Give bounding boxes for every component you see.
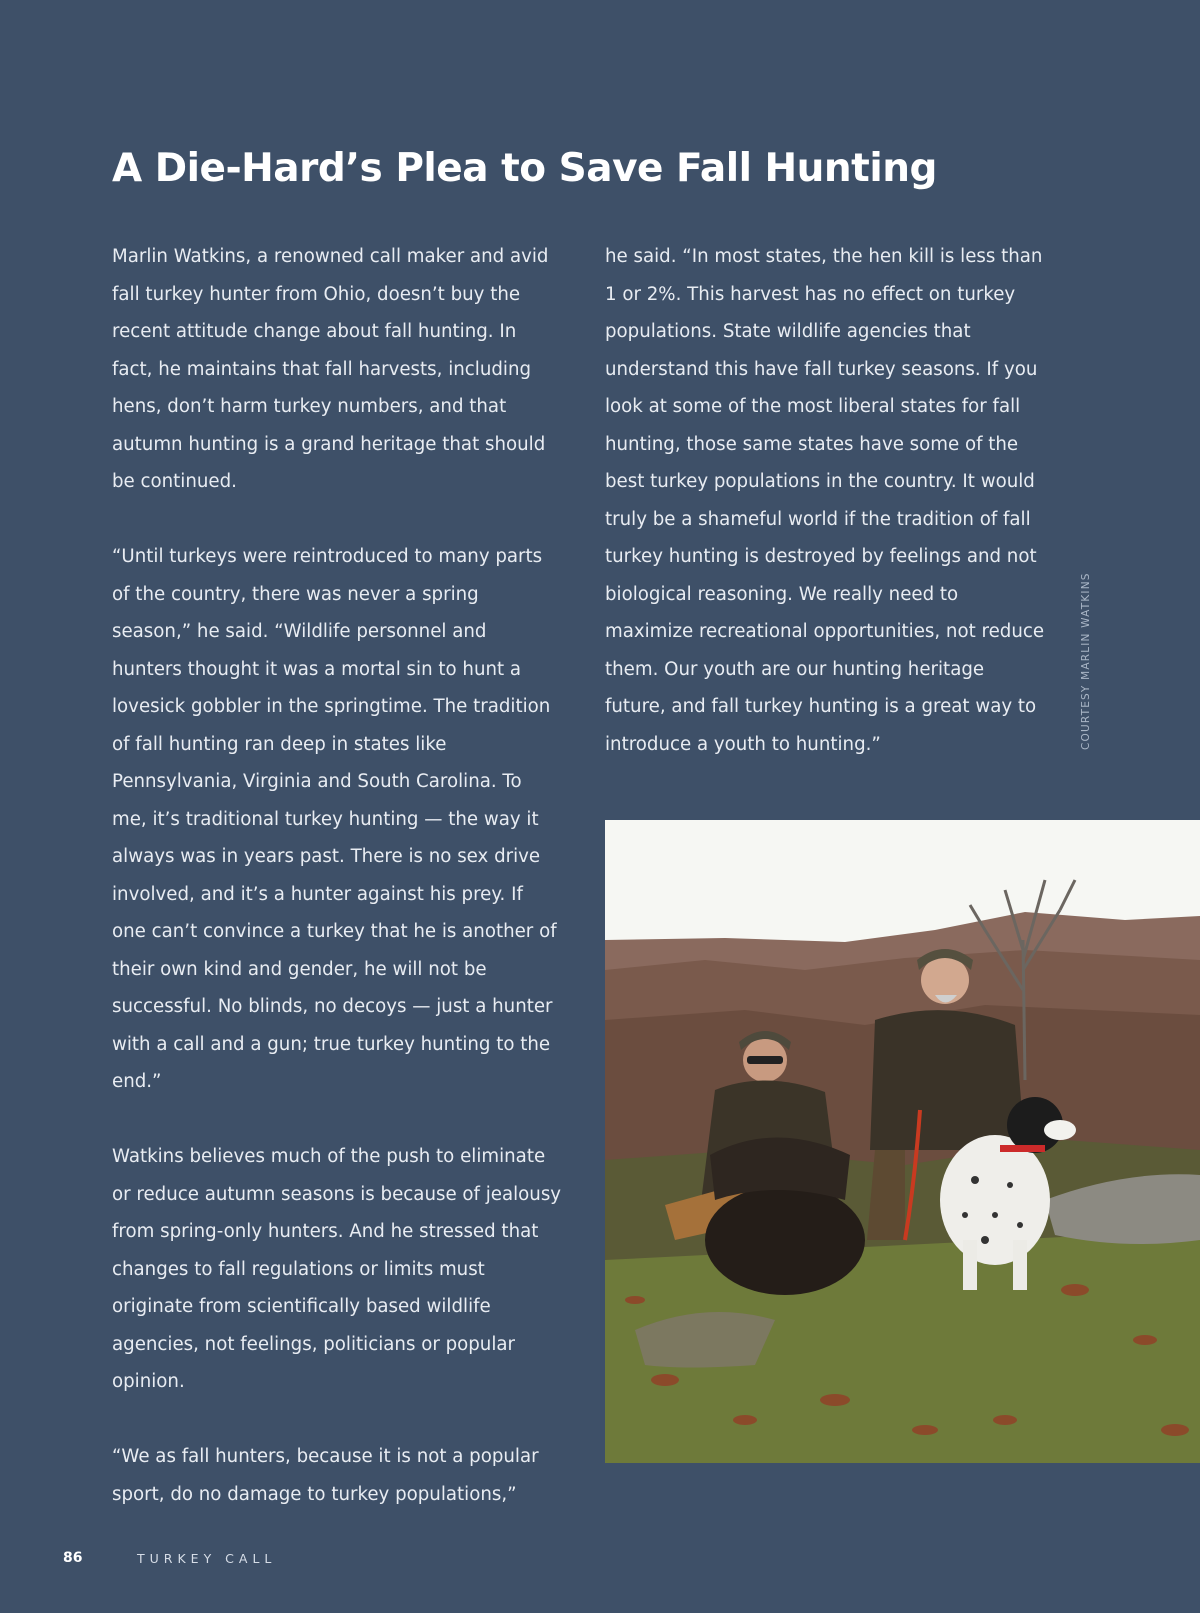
right-text-column (605, 238, 1045, 763)
body-paragraph: he said. “In most states, the hen kill is less than 1 or 2%. This harvest has no effect on turkey populations. State wildlife agencies that understand this have fall turkey seasons. If you look at some of the most liberal states for fall hunting, those same states have some of the best turkey populations in the country. It would truly be a shameful world if the tradition of fall turkey hunting is destroyed by feelings and not biological reasoning. We really need to maximize recreational opportunities, not reduce them. Our youth are our hunting heritage future, and fall turkey hunting is a great way to introduce a youth to hunting.” (605, 246, 1045, 755)
body-paragraph: Marlin Watkins, a renowned call maker and avid fall turkey hunter from Ohio, doesn’t buy the recent attitude change about fall hunting. In fact, he maintains that fall harvests, including hens, don’t harm turkey numbers, and that autumn hunting is a grand heritage that should be continued. (112, 246, 549, 492)
body-paragraph: “We as fall hunters, because it is not a popular sport, do no damage to turkey populations,” (112, 1446, 539, 1505)
body-paragraph: “Until turkeys were reintroduced to many parts of the country, there was never a spring season,” he said. “Wildlife personnel and hunters thought it was a mortal sin to hunt a lovesick gobbler in the springtime. The tradition of fall hunting ran deep in states like Pennsylvania, Virginia and South Carolina. To me, it’s traditional turkey hunting — the way it always was in years past. There is no sex drive involved, and it’s a hunter against his prey. If one can’t convince a turkey that he is another of their own kind and gender, he will not be successful. No blinds, no decoys — just a hunter with a call and a gun; true turkey hunting to the end.” (112, 546, 557, 1092)
body-paragraph: Watkins believes much of the push to eliminate or reduce autumn seasons is because of jealousy from spring-only hunters. And he stressed that changes to fall regulations or limits must originate from scientifically based wildlife agencies, not feelings, politicians or popular opinion. (112, 1146, 562, 1392)
article-headline: A Die-Hard’s Plea to Save Fall Hunting (112, 146, 937, 191)
photo-credit: COURTESY MARLIN WATKINS (1080, 572, 1092, 750)
hunters-photo (605, 820, 1200, 1463)
magazine-name: TURKEY CALL (137, 1551, 277, 1566)
page-number: 86 (63, 1550, 83, 1566)
left-text-column (112, 238, 562, 1513)
